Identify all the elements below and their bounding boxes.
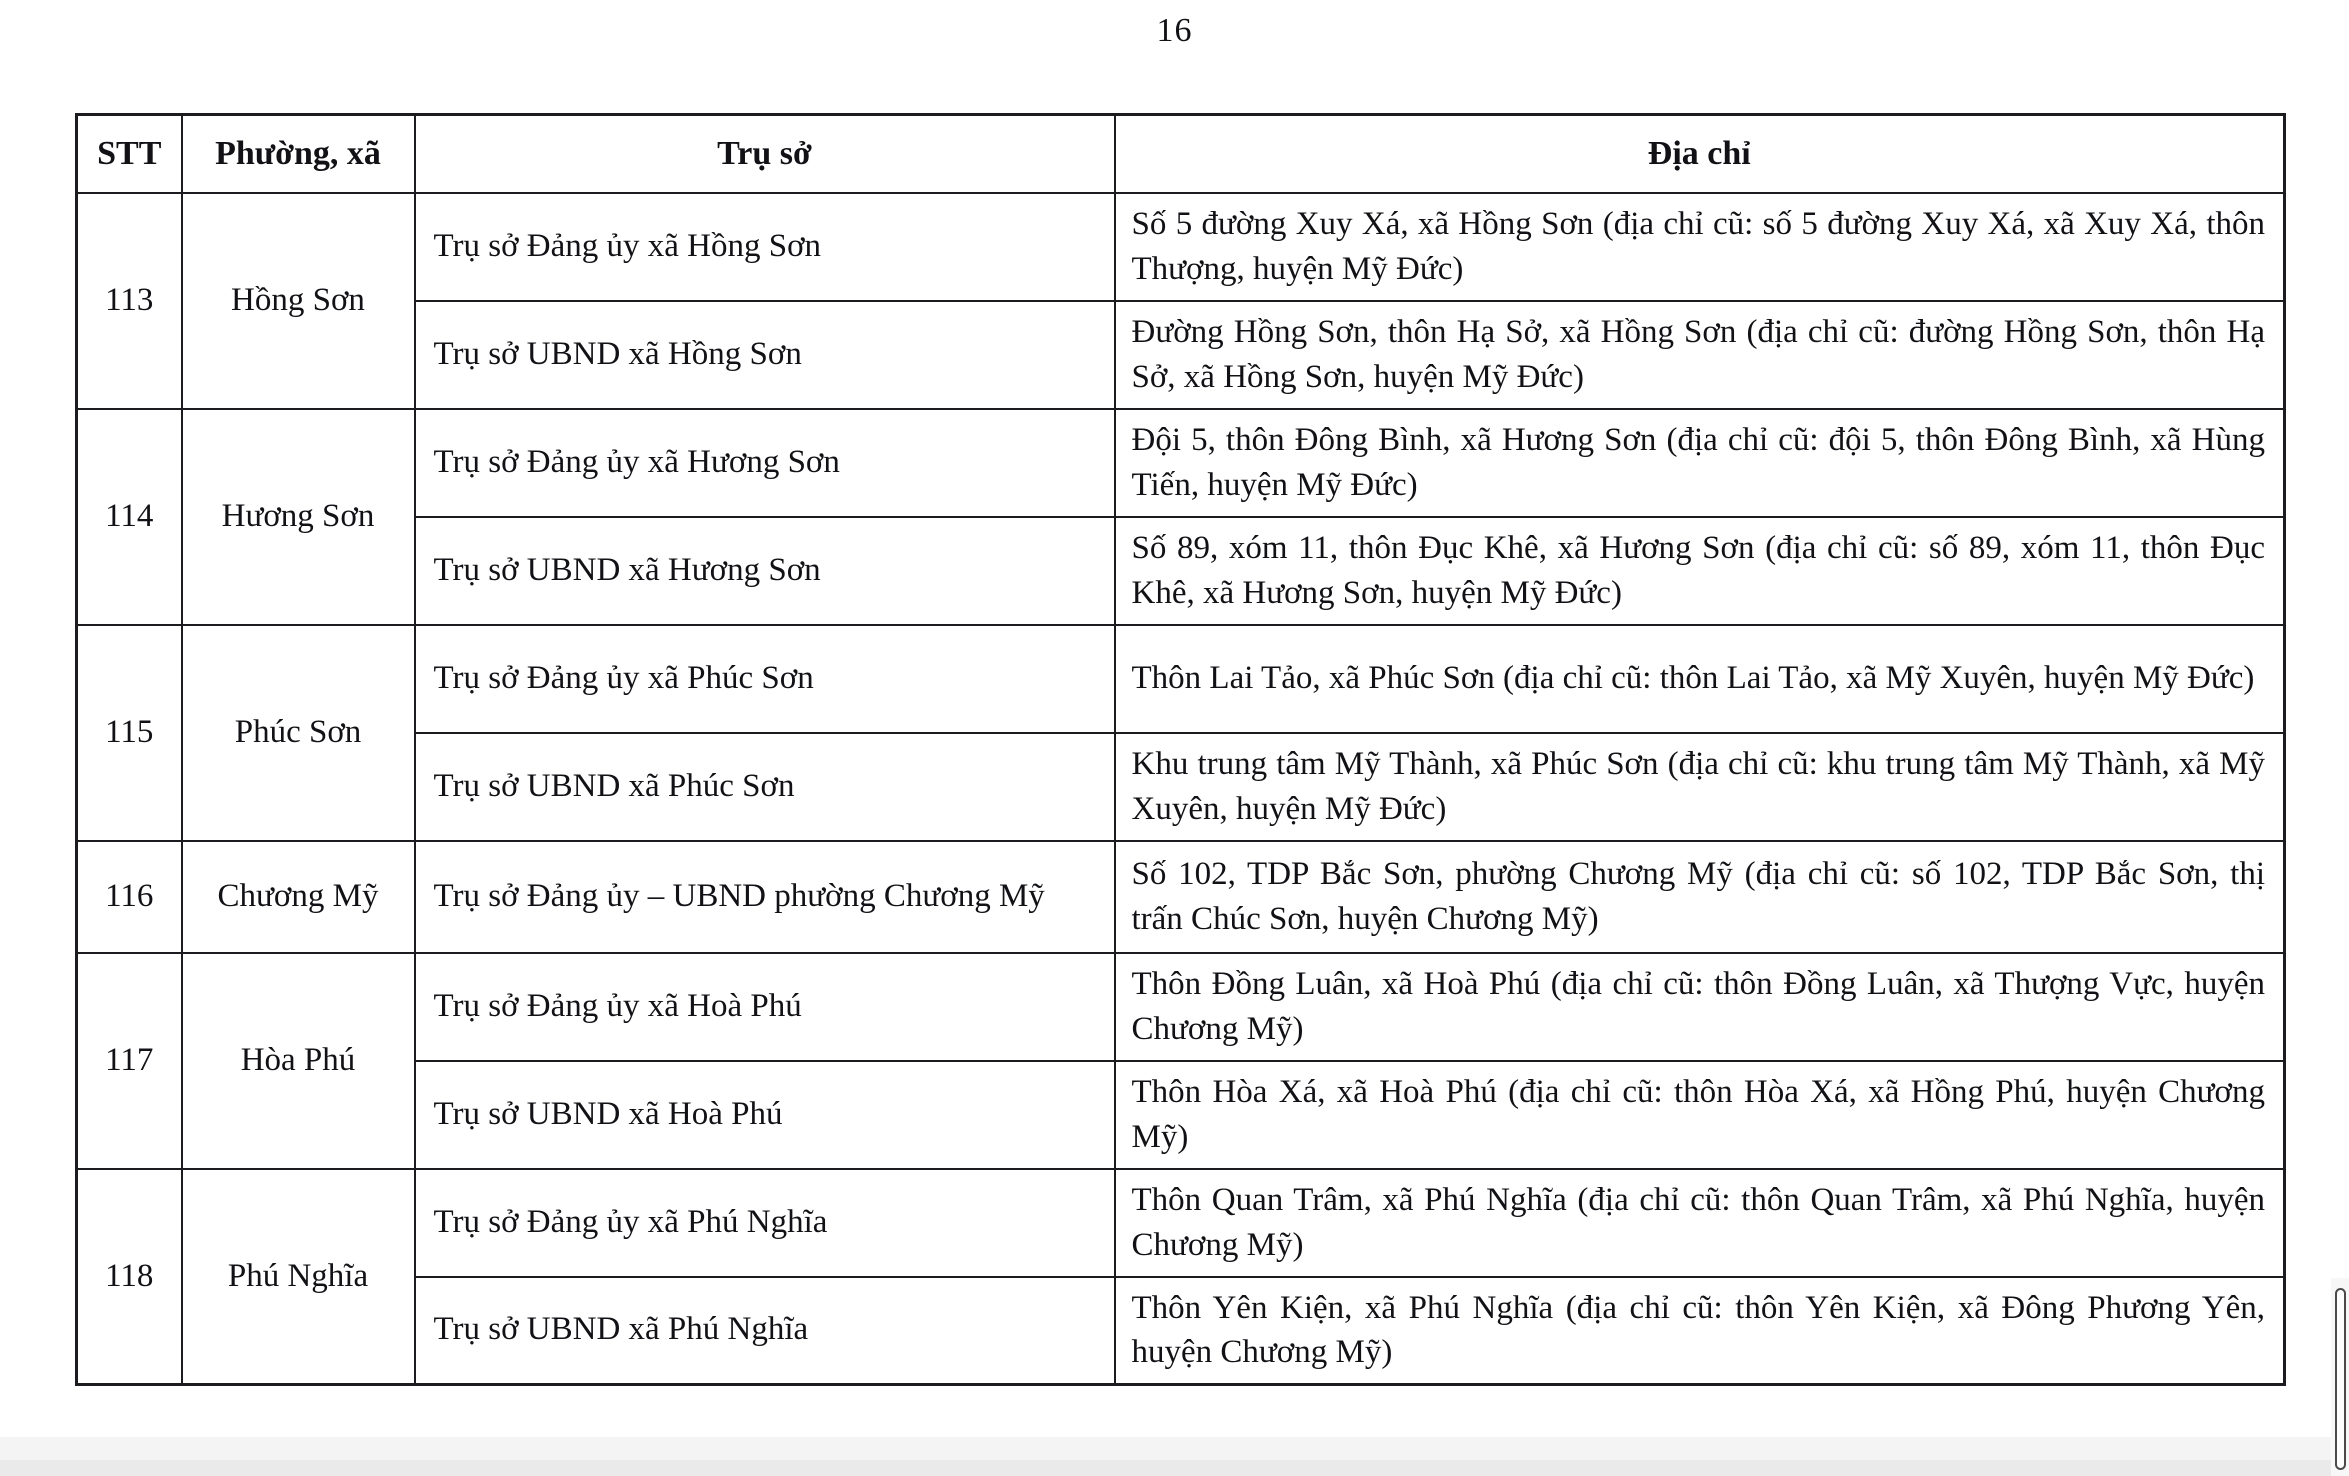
viewer-footer-band-lower (0, 1460, 2349, 1476)
office-cell: Trụ sở UBND xã Hồng Sơn (415, 301, 1115, 409)
address-cell: Khu trung tâm Mỹ Thành, xã Phúc Sơn (địa chỉ cũ: khu trung tâm Mỹ Thành, xã Mỹ Xuyên, huyện Mỹ Đức) (1115, 733, 2285, 841)
ward-cell-huong-son: Hương Sơn (182, 409, 415, 625)
viewer-footer-band (0, 1437, 2349, 1460)
ward-cell-phuc-son: Phúc Sơn (182, 625, 415, 841)
stt-cell-118: 118 (77, 1169, 182, 1385)
table-row (77, 1169, 2285, 1277)
office-cell: Trụ sở UBND xã Hoà Phú (415, 1061, 1115, 1169)
table-row (77, 625, 2285, 733)
office-cell: Trụ sở UBND xã Hương Sơn (415, 517, 1115, 625)
vertical-scrollbar-thumb[interactable] (2335, 1288, 2346, 1470)
page-number: 16 (1156, 12, 1193, 49)
address-cell: Đường Hồng Sơn, thôn Hạ Sở, xã Hồng Sơn (địa chỉ cũ: đường Hồng Sơn, thôn Hạ Sở, xã Hồng Sơn, huyện Mỹ Đức) (1115, 301, 2285, 409)
address-cell: Thôn Lai Tảo, xã Phúc Sơn (địa chỉ cũ: thôn Lai Tảo, xã Mỹ Xuyên, huyện Mỹ Đức) (1115, 625, 2285, 733)
office-cell: Trụ sở Đảng ủy – UBND phường Chương Mỹ (415, 841, 1115, 953)
header-stt: STT (77, 115, 182, 193)
ward-cell-phu-nghia: Phú Nghĩa (182, 1169, 415, 1385)
address-cell: Thôn Hòa Xá, xã Hoà Phú (địa chỉ cũ: thôn Hòa Xá, xã Hồng Phú, huyện Chương Mỹ) (1115, 1061, 2285, 1169)
office-cell: Trụ sở Đảng ủy xã Hồng Sơn (415, 193, 1115, 301)
ward-cell-chuong-my: Chương Mỹ (182, 841, 415, 953)
header-ward: Phường, xã (182, 115, 415, 193)
ward-cell-hoa-phu: Hòa Phú (182, 953, 415, 1169)
stt-cell-117: 117 (77, 953, 182, 1169)
table-row (77, 193, 2285, 301)
address-cell: Số 89, xóm 11, thôn Đục Khê, xã Hương Sơn (địa chỉ cũ: số 89, xóm 11, thôn Đục Khê, xã Hương Sơn, huyện Mỹ Đức) (1115, 517, 2285, 625)
address-cell: Thôn Quan Trâm, xã Phú Nghĩa (địa chỉ cũ: thôn Quan Trâm, xã Phú Nghĩa, huyện Chương Mỹ) (1115, 1169, 2285, 1277)
table-header-row (77, 115, 2285, 193)
address-cell: Số 102, TDP Bắc Sơn, phường Chương Mỹ (địa chỉ cũ: số 102, TDP Bắc Sơn, thị trấn Chúc Sơn, huyện Chương Mỹ) (1115, 841, 2285, 953)
office-cell: Trụ sở Đảng ủy xã Phú Nghĩa (415, 1169, 1115, 1277)
office-cell: Trụ sở Đảng ủy xã Phúc Sơn (415, 625, 1115, 733)
ward-cell-hong-son: Hồng Sơn (182, 193, 415, 409)
office-cell: Trụ sở UBND xã Phúc Sơn (415, 733, 1115, 841)
office-cell: Trụ sở UBND xã Phú Nghĩa (415, 1277, 1115, 1385)
address-cell: Thôn Yên Kiện, xã Phú Nghĩa (địa chỉ cũ: thôn Yên Kiện, xã Đông Phương Yên, huyện Chương Mỹ) (1115, 1277, 2285, 1385)
table-row (77, 409, 2285, 517)
table-row (77, 841, 2285, 953)
header-address: Địa chỉ (1115, 115, 2285, 193)
stt-cell-113: 113 (77, 193, 182, 409)
office-cell: Trụ sở Đảng ủy xã Hoà Phú (415, 953, 1115, 1061)
address-cell: Số 5 đường Xuy Xá, xã Hồng Sơn (địa chỉ cũ: số 5 đường Xuy Xá, xã Xuy Xá, thôn Thượng, huyện Mỹ Đức) (1115, 193, 2285, 301)
office-cell: Trụ sở Đảng ủy xã Hương Sơn (415, 409, 1115, 517)
stt-cell-115: 115 (77, 625, 182, 841)
address-cell: Thôn Đồng Luân, xã Hoà Phú (địa chỉ cũ: thôn Đồng Luân, xã Thượng Vực, huyện Chương Mỹ) (1115, 953, 2285, 1061)
stt-cell-116: 116 (77, 841, 182, 953)
address-cell: Đội 5, thôn Đông Bình, xã Hương Sơn (địa chỉ cũ: đội 5, thôn Đông Bình, xã Hùng Tiến, huyện Mỹ Đức) (1115, 409, 2285, 517)
table-row (77, 953, 2285, 1061)
stt-cell-114: 114 (77, 409, 182, 625)
ward-offices-table (75, 113, 2286, 1386)
header-office: Trụ sở (415, 115, 1115, 193)
